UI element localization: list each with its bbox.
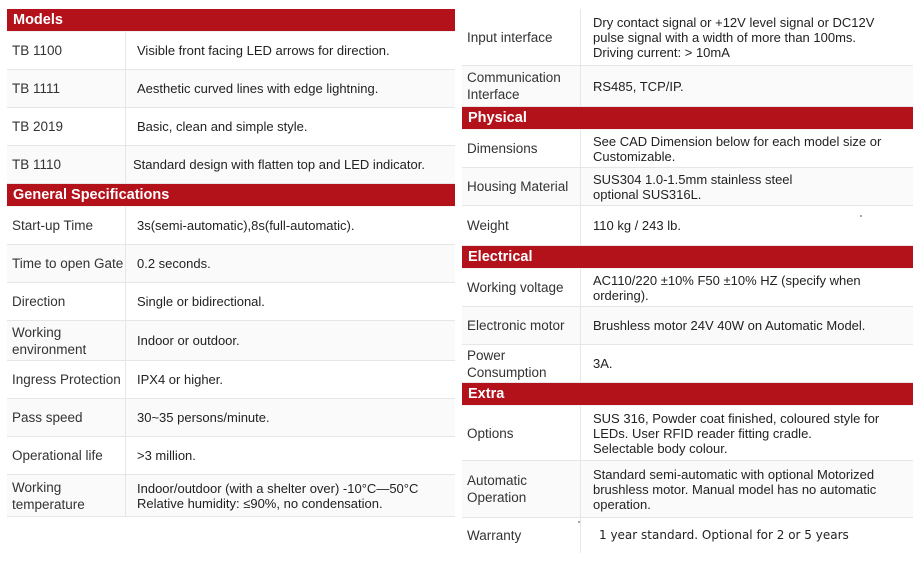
row-value: See CAD Dimension below for each model size or Customizable. [593,133,882,164]
row-value: 0.2 seconds. [137,256,211,271]
models-section-header: Models [7,9,455,32]
row-label: Working temperature [7,475,126,516]
extra-table [462,406,913,553]
row-value: Indoor or outdoor. [137,333,240,348]
row-label: Input interface [462,9,581,65]
row-label: TB 2019 [7,108,126,145]
row-value: 3s(semi-automatic),8s(full-automatic). [137,218,355,233]
row-label: Automatic Operation [462,461,581,517]
table-row [462,9,913,66]
row-label: Warranty [462,518,581,553]
row-value: 30~35 persons/minute. [137,410,270,425]
row-value: SUS 316, Powder coat finished, coloured style for LEDs. User RFID reader fitting cradle. Selectable body colour. [593,410,880,456]
row-value: RS485, TCP/IP. [593,78,684,94]
row-label: Power Consumption [462,345,581,382]
table-row [7,245,455,283]
row-value: Dry contact signal or +12V level signal or DC12V pulse signal with a width of more than 100ms. Driving current: > 10mA [593,14,875,60]
row-label: Working environment [7,321,126,360]
row-value: Brushless motor 24V 40W on Automatic Model. [593,318,866,333]
table-row [7,207,455,245]
row-value: Indoor/outdoor (with a shelter over) -10°C—50°C Relative humidity: ≤90%, no condensation. [137,480,419,511]
row-value: 110 kg / 243 lb. [593,218,681,233]
row-label: Time to open Gate [7,245,126,282]
left-spec-column [7,9,455,517]
row-value: IPX4 or higher. [137,372,223,387]
stray-dot-mark [578,521,580,523]
row-label: Operational life [7,437,126,474]
general-specifications-header: General Specifications [7,184,455,207]
table-row [462,66,913,107]
row-label: Working voltage [462,269,581,306]
row-label: Dimensions [462,130,581,167]
table-row [462,130,913,168]
physical-table [462,130,913,246]
table-row [7,108,455,146]
row-value: Standard semi-automatic with optional Motorized brushless motor. Manual model has no automatic operation. [593,466,877,512]
table-row [7,32,455,70]
row-value: 3A. [593,356,613,371]
general-specifications-table [7,207,455,517]
row-label: Communication Interface [462,66,581,106]
electrical-table [462,269,913,383]
table-row [7,146,455,184]
interface-table [462,9,913,107]
extra-section-header: Extra [462,383,913,406]
row-value: 1 year standard. Optional for 2 or 5 years [599,528,849,542]
electrical-section-header: Electrical [462,246,913,269]
table-row [7,437,455,475]
physical-section-header: Physical [462,107,913,130]
row-label: Options [462,406,581,460]
row-value: Single or bidirectional. [137,294,265,309]
table-row [462,345,913,383]
row-value: Aesthetic curved lines with edge lightning. [137,81,379,96]
row-label: TB 1111 [7,70,126,107]
table-row [462,461,913,518]
right-spec-column [462,9,913,553]
row-label: TB 1100 [7,32,126,69]
table-row [462,307,913,345]
row-value: Standard design with flatten top and LED indicator. [133,157,425,172]
row-value: Basic, clean and simple style. [137,119,308,134]
row-value: SUS304 1.0-1.5mm stainless steel optional SUS316L. [593,171,793,202]
table-row [462,406,913,461]
table-row [7,399,455,437]
row-label: Ingress Protection [7,361,126,398]
row-value: Visible front facing LED arrows for direction. [137,43,390,58]
table-row [7,475,455,517]
row-label: Housing Material [462,168,581,205]
row-label: Start-up Time [7,207,126,244]
table-row [7,321,455,361]
row-label: Pass speed [7,399,126,436]
table-row [462,269,913,307]
row-label: TB 1110 [7,146,126,183]
stray-dot-mark [860,215,862,217]
row-label: Electronic motor [462,307,581,344]
row-value: >3 million. [137,448,196,463]
row-label: Direction [7,283,126,320]
table-row [7,361,455,399]
row-label: Weight [462,206,581,245]
table-row [462,168,913,206]
table-row [462,518,913,553]
models-table [7,32,455,184]
table-row [7,283,455,321]
table-row [462,206,913,246]
table-row [7,70,455,108]
row-value: AC110/220 ±10% F50 ±10% HZ (specify when ordering). [593,272,861,303]
